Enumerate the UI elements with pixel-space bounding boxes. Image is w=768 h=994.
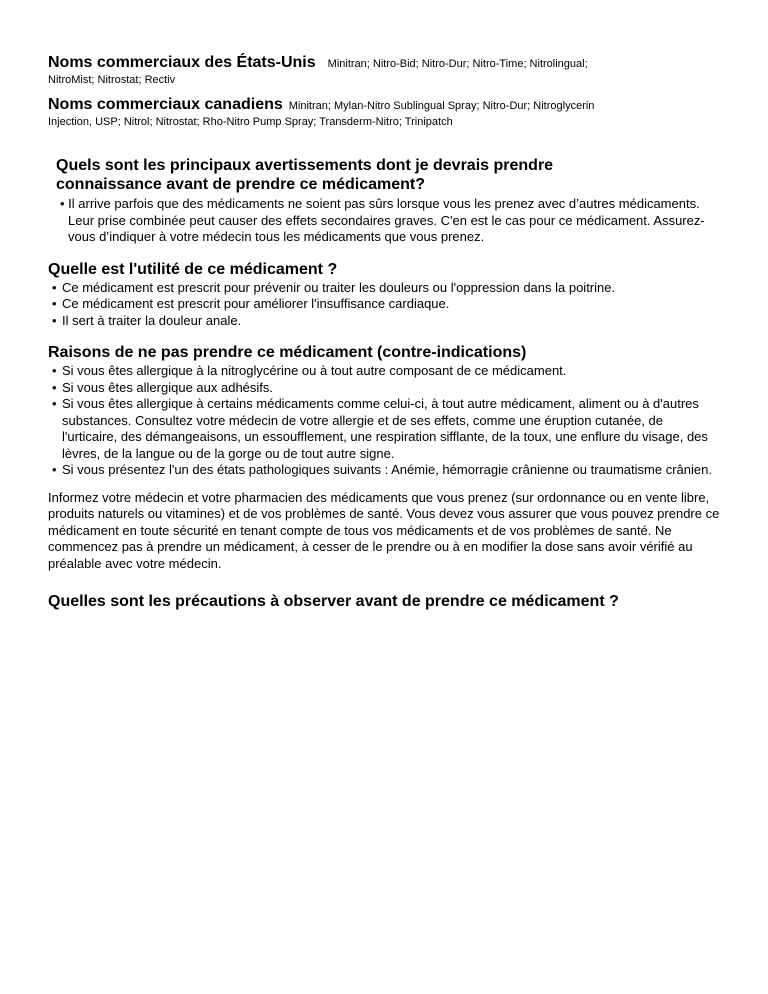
list-item: [48, 313, 720, 330]
bullet-icon: •: [52, 296, 57, 311]
warnings-heading-line1: Quels sont les principaux avertissements dont je devrais prendre: [56, 157, 554, 174]
list-item: [48, 380, 720, 397]
list-item: [48, 296, 720, 313]
list-item: [48, 462, 720, 479]
us-brand-values-line1: Minitran; Nitro-Bid; Nitro-Dur; Nitro-Time; Nitrolingual;: [327, 58, 588, 70]
contraindications-section: [48, 343, 720, 572]
uses-list: [48, 280, 720, 330]
precautions-section: [48, 592, 720, 611]
bullet-icon: •: [52, 379, 57, 395]
bullet-icon: •: [52, 396, 57, 411]
bullet-icon: •: [52, 279, 57, 295]
contraindication-item-text: Si vous êtes allergique à certains médicaments comme celui-ci, à tout autre médicament, aliment ou à d'autres substances. Consultez votre médecin de votre allergie et de ses effets, comme une éruption cutanée, de l'urticaire, des démangeaisons, un essoufflement, une respiration sifflante, de la toux, une enflure du visage, des lèvres, de la langue ou de la gorge ou de tout autre signe.: [62, 396, 708, 461]
precautions-heading: Quelles sont les précautions à observer avant de prendre ce médicament ?: [48, 593, 619, 610]
warning-item: • Il arrive parfois que des médicaments ne soient pas sûrs lorsque vous les prenez avec d’autres médicaments. Leur prise combinée peut causer des effets secondaires graves. C'en est le cas pour ce médicament. Assurez-vous d’indiquer à votre médecin tous les médicaments que vous prenez.: [60, 196, 705, 244]
contraindications-heading: Raisons de ne pas prendre ce médicament (contre-indications): [48, 344, 527, 361]
contraindication-item-text: Si vous êtes allergique à la nitroglycérine ou à tout autre composant de ce médicament.: [62, 363, 567, 378]
warnings-section: [48, 156, 720, 246]
us-brand-names: [48, 54, 720, 88]
bullet-icon: •: [52, 462, 57, 477]
warnings-heading-line2: connaissance avant de prendre ce médicament?: [56, 176, 426, 193]
advice-paragraph: Informez votre médecin et votre pharmacien des médicaments que vous prenez (sur ordonnance ou en vente libre, produits naturels ou vitamines) et de vos problèmes de santé. Vous devez vous assurer que vous pouvez prendre ce médicament en toute sécurité en tenant compte de tous vos médicaments et de vos problèmes de santé. Ne commencez pas à prendre un médicament, à cesser de le prendre ou à en modifier la dose sans avoir vérifié au préalable avec votre médecin.: [48, 489, 720, 571]
uses-section: [48, 260, 720, 330]
uses-item-text: Il sert à traiter la douleur anale.: [62, 312, 242, 328]
contraindications-list: [48, 363, 720, 479]
list-item: [48, 363, 720, 380]
uses-item-text: Ce médicament est prescrit pour prévenir ou traiter les douleurs ou l'oppression dans la poitrine.: [62, 279, 616, 295]
warnings-list: [56, 196, 720, 246]
bullet-icon: •: [52, 363, 57, 378]
contraindication-item-text: Si vous êtes allergique aux adhésifs.: [62, 379, 274, 395]
uses-item-text: Ce médicament est prescrit pour améliorer l'insuffisance cardiaque.: [62, 296, 450, 311]
list-item: [48, 396, 720, 462]
list-item: [48, 280, 720, 297]
contraindication-item-text: Si vous présentez l'un des états pathologiques suivants : Anémie, hémorragie crânienne ou traumatisme crânien.: [62, 462, 712, 477]
ca-brand-title: Noms commerciaux canadiens: [48, 96, 283, 113]
bullet-icon: •: [52, 312, 57, 328]
uses-heading: Quelle est l'utilité de ce médicament ?: [48, 260, 338, 278]
warnings-heading: [56, 156, 720, 194]
ca-brand-values-line1: Minitran; Mylan-Nitro Sublingual Spray; Nitro-Dur; Nitroglycerin: [288, 100, 595, 112]
us-brand-title: Noms commerciaux des États-Unis: [48, 54, 316, 71]
ca-brand-values-line2: Injection, USP; Nitrol; Nitrostat; Rho-Nitro Pump Spray; Transderm-Nitro; Trinipatch: [48, 116, 453, 128]
canadian-brand-names: [48, 96, 720, 130]
us-brand-values-line2: NitroMist; Nitrostat; Rectiv: [48, 74, 176, 86]
